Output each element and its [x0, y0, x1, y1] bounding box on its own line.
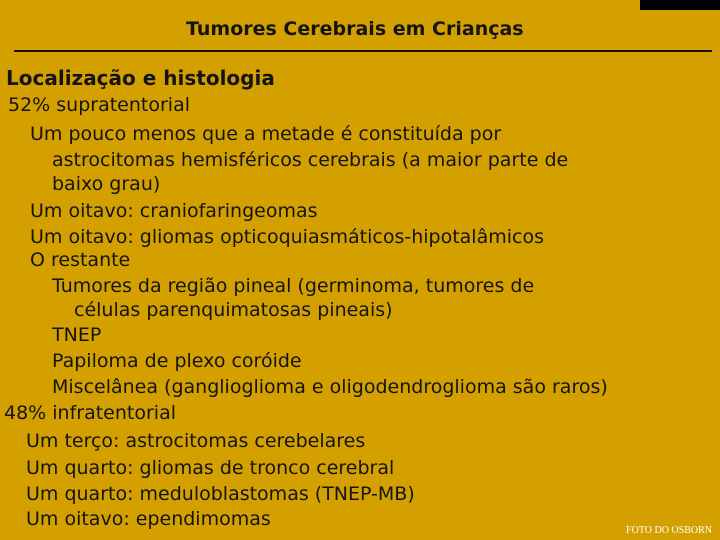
line-item: Papiloma de plexo coróide — [52, 350, 302, 372]
line-item: Um quarto: gliomas de tronco cerebral — [26, 457, 395, 479]
slide-title: Tumores Cerebrais em Crianças — [186, 18, 524, 40]
line-item: Miscelânea (ganglioglioma e oligodendroglioma são raros) — [52, 376, 608, 398]
photo-credit: FOTO DO OSBORN — [626, 525, 712, 536]
top-right-dark-corner — [640, 0, 720, 10]
line-item: astrocitomas hemisféricos cerebrais (a maior parte de — [52, 149, 569, 171]
line-infratentorial: 48% infratentorial — [4, 402, 177, 424]
line-item: células parenquimatosas pineais) — [74, 299, 393, 321]
title-divider — [14, 50, 712, 52]
line-item: TNEP — [52, 324, 102, 346]
section-heading: Localização e histologia — [6, 66, 275, 90]
line-item: Um quarto: meduloblastomas (TNEP-MB) — [26, 483, 415, 505]
line-item: Um oitavo: ependimomas — [26, 508, 271, 530]
line-item: Um oitavo: gliomas opticoquiasmáticos-hipotalâmicos — [30, 226, 544, 248]
line-supratentorial: 52% supratentorial — [8, 94, 190, 116]
line-item: baixo grau) — [52, 173, 161, 195]
line-item: Tumores da região pineal (germinoma, tumores de — [52, 275, 535, 297]
line-item: Um oitavo: craniofaringeomas — [30, 200, 318, 222]
line-item: O restante — [30, 249, 131, 271]
line-item: Um terço: astrocitomas cerebelares — [26, 430, 366, 452]
line-item: Um pouco menos que a metade é constituída por — [30, 123, 502, 145]
